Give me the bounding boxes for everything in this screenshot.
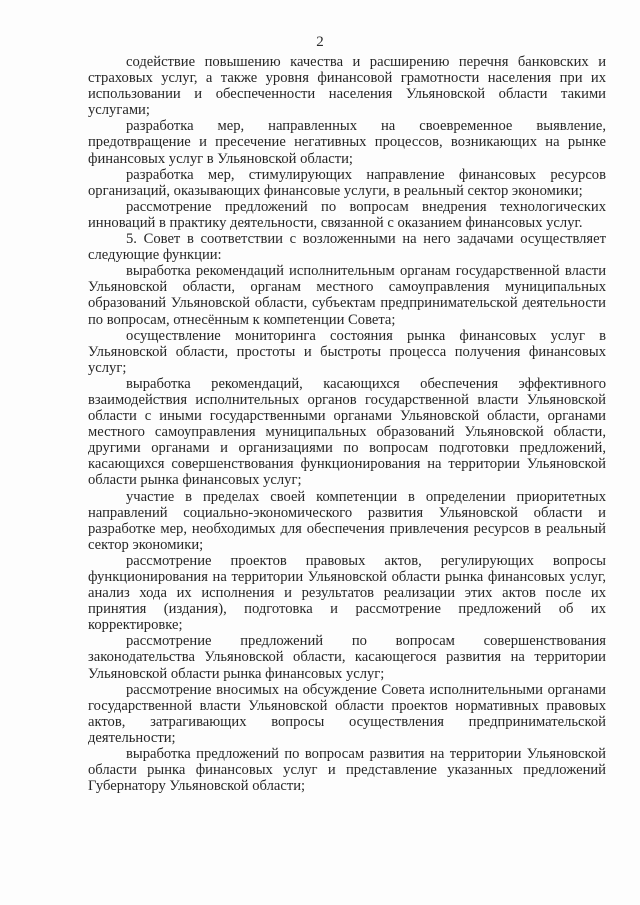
paragraph-8: выработка рекомендаций, касающихся обеспечения эффективного взаимодействия исполнительных органов государственной власти Ульяновской области с иными государственными органами Ульяновской области, органами местного самоуправления муниципальных образований Ульяновской области, другими органами и организациями по вопросам подготовки предложений, касающихся совершенствования функционирования на территории Ульяновской области рынка финансовых услуг; — [88, 375, 606, 489]
paragraph-4: рассмотрение предложений по вопросам внедрения технологических инноваций в практику деятельности, связанной с оказанием финансовых услуг. — [88, 198, 606, 231]
paragraph-2: разработка мер, направленных на своевременное выявление, предотвращение и пресечение негативных процессов, возникающих на рынке финансовых услуг в Ульяновской области; — [88, 118, 606, 167]
paragraph-3: разработка мер, стимулирующих направление финансовых ресурсов организаций, оказывающих финансовые услуги, в реальный сектор экономики; — [88, 166, 606, 199]
paragraph-7: осуществление мониторинга состояния рынка финансовых услуг в Ульяновской области, простоты и быстроты процесса получения финансовых услуг; — [88, 327, 606, 376]
document-body — [88, 54, 606, 794]
page-number: 2 — [316, 34, 324, 50]
paragraph-12: рассмотрение вносимых на обсуждение Совета исполнительными органами государственной власти Ульяновской области проектов нормативных правовых актов, затрагивающих вопросы осуществления предпринимательской деятельности; — [88, 681, 606, 746]
paragraph-13: выработка предложений по вопросам развития на территории Ульяновской области рынка финансовых услуг и представление указанных предложений Губернатору Ульяновской области; — [88, 746, 606, 795]
paragraph-5: 5. Совет в соответствии с возложенными на него задачами осуществляет следующие функции: — [88, 231, 606, 264]
paragraph-6: выработка рекомендаций исполнительным органам государственной власти Ульяновской области, органам местного самоуправления муниципальных образований Ульяновской области, субъектам предпринимательской деятельности по вопросам, отнесённым к компетенции Совета; — [88, 263, 606, 328]
paragraph-1: содействие повышению качества и расширению перечня банковских и страховых услуг, а также уровня финансовой грамотности населения при их использовании и обеспеченности населения Ульяновской области такими услугами; — [88, 54, 606, 119]
paragraph-10: рассмотрение проектов правовых актов, регулирующих вопросы функционирования на территории Ульяновской области рынка финансовых услуг, анализ хода их исполнения и результатов реализации этих актов после их принятия (издания), подготовка и рассмотрение предложений об их корректировке; — [88, 552, 606, 634]
paragraph-11: рассмотрение предложений по вопросам совершенствования законодательства Ульяновской области, касающегося развития на территории Ульяновской области рынка финансовых услуг; — [88, 633, 606, 682]
paragraph-9: участие в пределах своей компетенции в определении приоритетных направлений социально-экономического развития Ульяновской области и разработке мер, необходимых для обеспечения привлечения ресурсов в реальный сектор экономики; — [88, 488, 606, 553]
